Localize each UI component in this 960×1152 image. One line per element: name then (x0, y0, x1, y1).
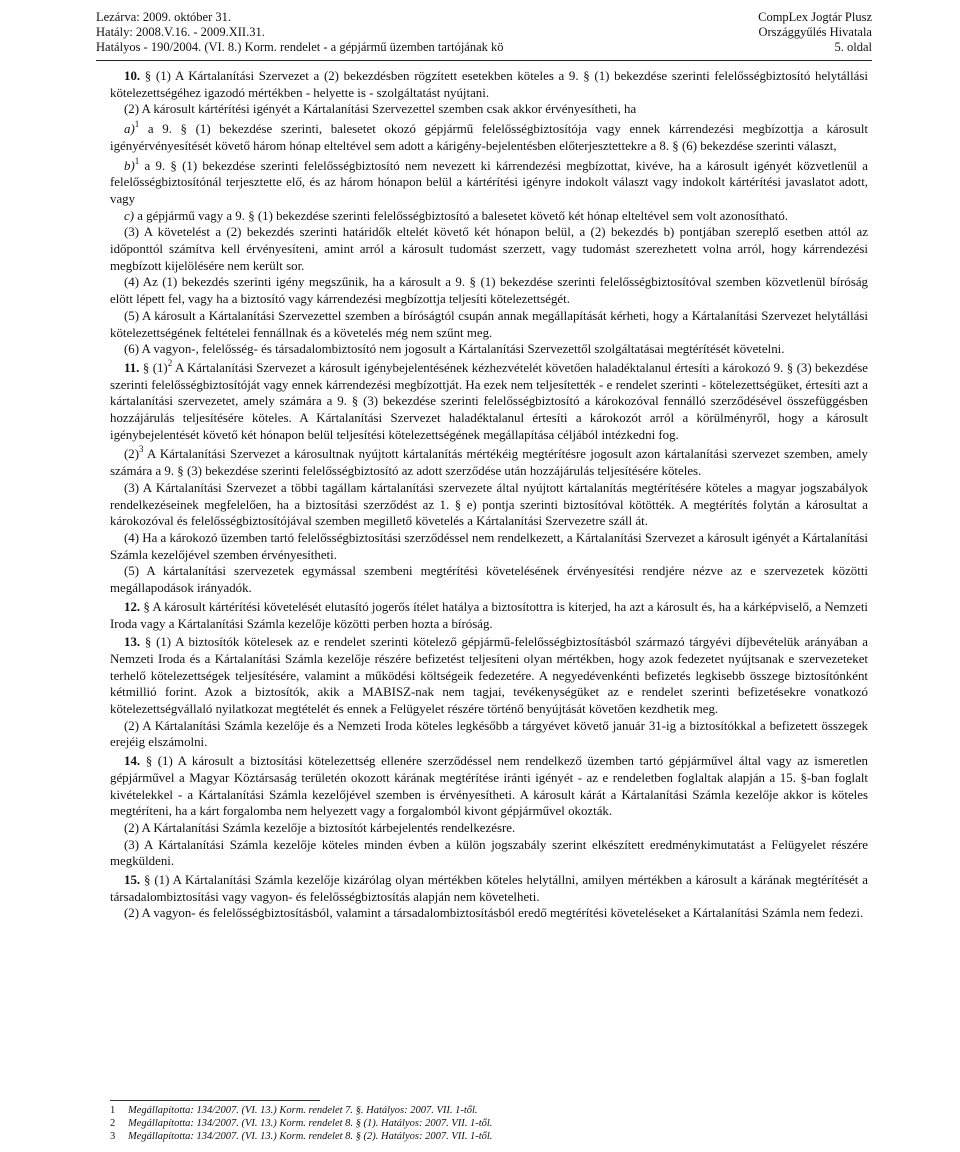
paragraph (110, 530, 868, 563)
paragraph-text: § A károsult kártérítési követelését elutasító jogerős ítélet hatálya a biztosítottra is kiterjed, ha azt a károsult és, ha a kárképviselő, a Nemzeti Iroda vagy a Kártalanítási Számla kezelője közötti perben hozta a bíróság. (110, 599, 868, 631)
footnote (110, 1130, 868, 1143)
paragraph-text: (4) Az (1) bekezdés szerinti igény megszűnik, ha a károsult a 9. § (1) bekezdése szerinti felelősségbiztosítóval szemben közvetlenül bíróság elött lépett fel, vagy ha a biztosító vagy kárrendezési megbízottja teljesíti kötelezettségét. (110, 275, 868, 307)
footnote (110, 1104, 868, 1117)
paragraph-text: (5) A kártalanítási szervezetek egymással szembeni megtérítési követelésének érvényesítési rendjére nézve az e szervezetek közötti megállapodások irányadók. (110, 564, 868, 596)
footnote-text: Megállapította: 134/2007. (VI. 13.) Korm. rendelet 7. §. Hatályos: 2007. VII. 1-től. (128, 1105, 478, 1116)
header-closed-date: Lezárva: 2009. október 31. (96, 10, 232, 24)
section-number: 12. (124, 599, 141, 614)
paragraph (110, 155, 868, 208)
paragraph-text: a 9. § (1) bekezdése szerinti, balesetet okozó gépjármű felelősségbiztosítója vagy ennek kárrendezési megbízottja a károsult igényérvényesítését követő három hónap elteltével sem adott a kárigény-bejelentésben előterjesztettekre a 8. § (6) bekezdése szerinti választ, (110, 122, 868, 153)
paragraph-text: § (1) A Kártalanítási Számla kezelője kizárólag olyan mértékben köteles helytállni, amilyen mértékben a károsult a kárának megtérítését a társadalombiztosítási vagy vagyon- és felelősségbiztosítás alapján nem követelheti. (110, 873, 868, 904)
paragraph-text: § (1) A biztosítók kötelesek az e rendelet szerinti kötelező gépjármű-felelősségbiztosításból származó tárgyévi díjbevételük arányában a Nemzeti Iroda és a Kártalanítási Számla kezelője részére befizetést teljesíteni olyan mértékben, hogy azok fedezetet nyújtsanak e szervezeteket terhelő kötelezettségek teljesítésére, valamint a működési költségeik fedezetére. A negyedévenkénti befizetés legkisebb összege biztosítónként kétmillió forint. Azok a biztosítók, akik a MABISZ-nak nem tagjai, tevékenységüket az e rendelet szerinti befizetésekre vonatkozó kötelezettségvállaló nyilatkozat megtételét és ennek a Felügyelet részére történő benyújtását követően kezdhetik meg. (110, 635, 868, 717)
paragraph-text: (3) A követelést a (2) bekezdés szerinti határidők eltelét követő két hónapon belül, a (2) bekezdés b) pontjában szereplő esetben attól az időponttól számítva kell érvényesíteni, amint arról a károsult tudomást szerzett, vagy tudomást szerezhetett volna arról, hogy kárrendezési megbízott kijelölésére nem került sor. (110, 225, 868, 273)
paragraph-text: (2) A károsult kártérítési igényét a Kártalanítási Szervezettel szemben csak akkor érvényesítheti, ha (124, 102, 637, 117)
paragraph (110, 599, 868, 632)
paragraph (110, 820, 868, 837)
footnote-ref[interactable]: 1 (134, 155, 140, 166)
paragraph-text: A Kártalanítási Szervezet a károsultnak nyújtott kártalanítás mértékéig megtérítésre jogosult azon kártalanítási szervezet szemben, amely számára a 9. § (3) bekezdése szerinti felelősségbiztosító az adott szerződése után hozzájárulás teljesítésére köteles. (110, 447, 868, 479)
paragraph (110, 101, 868, 118)
footnote-text: Megállapította: 134/2007. (VI. 13.) Korm. rendelet 8. § (2). Hatályos: 2007. VII. 1-től. (128, 1131, 493, 1142)
paragraph (110, 446, 868, 479)
footnote (110, 1117, 868, 1130)
paragraph (110, 753, 868, 820)
paragraph (110, 718, 868, 751)
paragraph (110, 121, 868, 154)
paragraph-text: § (1) A károsult a biztosítási kötelezettség ellenére szerződéssel nem rendelkező üzemben tartó gépjárművel által vagy az ismeretlen gépjárművel a Magyar Köztársaság területén okozott kárának megtérítése iránti igényét - az e rendeletben foglaltak alapján a 15. §-ban foglalt kivételekkel - a Kártalanítási Számla kezelőjével szemben is érvényesítheti. A károsult kárát a Kártalanítási Számla kezelője akkor is köteles megtéríteni, ha a kárt forgalomba nem helyezett vagy a forgalomból kivont gépjárművel okozták. (110, 754, 868, 819)
footnote-rule (110, 1100, 320, 1101)
section-number: 11. (124, 360, 140, 375)
paragraph-text: A Kártalanítási Szervezet a károsult igénybejelentésének kézhezvételét követően haladéktalanul értesíti a károkozó 9. § (3) bekezdése szerinti felelősségbiztosítóját vagy ennek kárrendezési megbízottját. Ha ezek nem teljesítették - e rendelet szerinti - kötelezettségüket, értesíti azt a kártalanítási szervezetet, amely számára a 9. § (3) bekezdése szerinti felelősségbiztosító a károkozóval fennálló szerződésével összefüggésben hozzájárulás teljesítésére köteles. A Kártalanítási Szervezet haladéktalanul értesíti a károkozót arról a körülményről, hogy a károsult igénybejelentését követő két hónapon belül teljesítési kötelezettségének megállapítása céljából intézkedni fog. (110, 360, 868, 442)
paragraph (110, 872, 868, 905)
header-product: CompLex Jogtár Plusz (758, 10, 872, 24)
paragraph (110, 563, 868, 596)
header-rule (96, 60, 872, 61)
paragraph-text: (6) A vagyon-, felelősség- és társadalombiztosító nem jogosult a Kártalanítási Szervezettől szolgáltatásai megtérítését követelni. (124, 342, 785, 357)
footnote-ref[interactable]: 1 (134, 119, 140, 130)
paragraph-text: (2) A vagyon- és felelősségbiztosításból, valamint a társadalombiztosításból eredő megtérítési követeléseket a Kártalanítási Számla nem fedezi. (124, 906, 864, 921)
point-letter: c) (124, 208, 135, 223)
point-letter: b) (124, 158, 135, 173)
header-validity: Hatály: 2008.V.16. - 2009.XII.31. (96, 25, 265, 39)
point-letter: a) (124, 122, 135, 137)
footnote-number: 1 (110, 1105, 116, 1116)
paragraph (110, 68, 868, 101)
footnote-ref[interactable]: 2 (167, 357, 173, 368)
paragraph-prefix: (2) (124, 447, 140, 462)
paragraph (110, 208, 868, 225)
paragraph-text: a gépjármű vagy a 9. § (1) bekezdése szerinti felelősségbiztosító a balesetet követő két hónap elteltével sem volt azonosítható. (134, 208, 788, 223)
paragraph-prefix: § (1) (139, 360, 168, 375)
document-body (110, 66, 868, 922)
paragraph-text: (3) A Kártalanítási Szervezet a többi tagállam kártalanítási szervezete által nyújtott kártalanítás megtérítésére köteles a magyar jogszabályok rendelkezéseinek megfelelően, ha a biztosítási szerződést az 1. § e) pontja szerinti biztosítóval kötötték. A megtérítés folytán a károsultat a károkozóval és felelősségbiztosítójával szemben megillető követelés a Kártalanítási Szervezetre száll át. (110, 480, 868, 529)
paragraph-text: (4) Ha a károkozó üzemben tartó felelősségbiztosítási szerződéssel nem rendelkezett, a Kártalanítási Szervezet a károsult igényét a Kártalanítási Számla kezelőjével szemben érvényesítheti. (110, 530, 868, 562)
paragraph (110, 341, 868, 358)
footnote-text: Megállapította: 134/2007. (VI. 13.) Korm. rendelet 8. § (1). Hatályos: 2007. VII. 1-től. (128, 1118, 493, 1129)
paragraph (110, 308, 868, 341)
header-publisher: Országgyűlés Hivatala (758, 25, 872, 39)
header-act-title: Hatályos - 190/2004. (VI. 8.) Korm. rendelet - a gépjármű üzemben tartójának kö (96, 40, 504, 54)
paragraph (110, 357, 868, 444)
section-number: 15. (124, 873, 141, 888)
footnote-number: 3 (110, 1131, 116, 1142)
paragraph-text: (5) A károsult a Kártalanítási Szervezettel szemben a bíróságtól csupán annak megállapítását kérheti, hogy a Kártalanítási Szervezet helytállási kötelezettségének feltételei fennállnak és a követelés még nem szűnt meg. (110, 308, 868, 340)
paragraph (110, 905, 868, 922)
paragraph-text: (2) A Kártalanítási Számla kezelője a biztosítót kárbejelentés rendelkezésre. (124, 820, 516, 835)
paragraph-text: (2) A Kártalanítási Számla kezelője és a Nemzeti Iroda köteles legkésőbb a tárgyévet követő január 31-ig a biztosítókkal a befizetett összegek erejéig elszámolni. (110, 718, 868, 750)
footnote-ref[interactable]: 3 (139, 444, 144, 455)
section-number: 14. (124, 754, 141, 769)
paragraph (110, 224, 868, 274)
paragraph-text: (3) A Kártalanítási Számla kezelője köteles minden évben a külön jogszabály szerint elkészített eredménykimutatást a Felügyelet részére megküldeni. (110, 837, 868, 869)
page-header (96, 10, 872, 60)
page-number: 5. oldal (834, 40, 872, 54)
paragraph (110, 274, 868, 307)
footnotes (110, 1104, 868, 1143)
paragraph (110, 837, 868, 870)
header-left (96, 10, 504, 55)
paragraph-text: a 9. § (1) bekezdése szerinti felelősségbiztosító nem nevezett ki kárrendezési megbízottat, kivéve, ha a károsult igényét közvetlenül a felelősségbiztosítónál terjesztette elő, és az három hónapon belül a kártérítési igényre indokolt választ vagy indokolt kártérítési javaslatot adott, vagy (110, 158, 868, 206)
header-right (758, 10, 872, 55)
footnote-number: 2 (110, 1118, 116, 1129)
paragraph (110, 634, 868, 718)
paragraph (110, 480, 868, 530)
paragraph-text: § (1) A Kártalanítási Szervezet a (2) bekezdésben rögzített esetekben köteles a 9. § (1) bekezdése szerinti felelősségbiztosító helytállási kötelezettségéhez igazodó mértékben - helyette is - szolgáltatást nyújtani. (110, 69, 868, 100)
section-number: 10. (124, 69, 141, 83)
section-number: 13. (124, 635, 141, 650)
